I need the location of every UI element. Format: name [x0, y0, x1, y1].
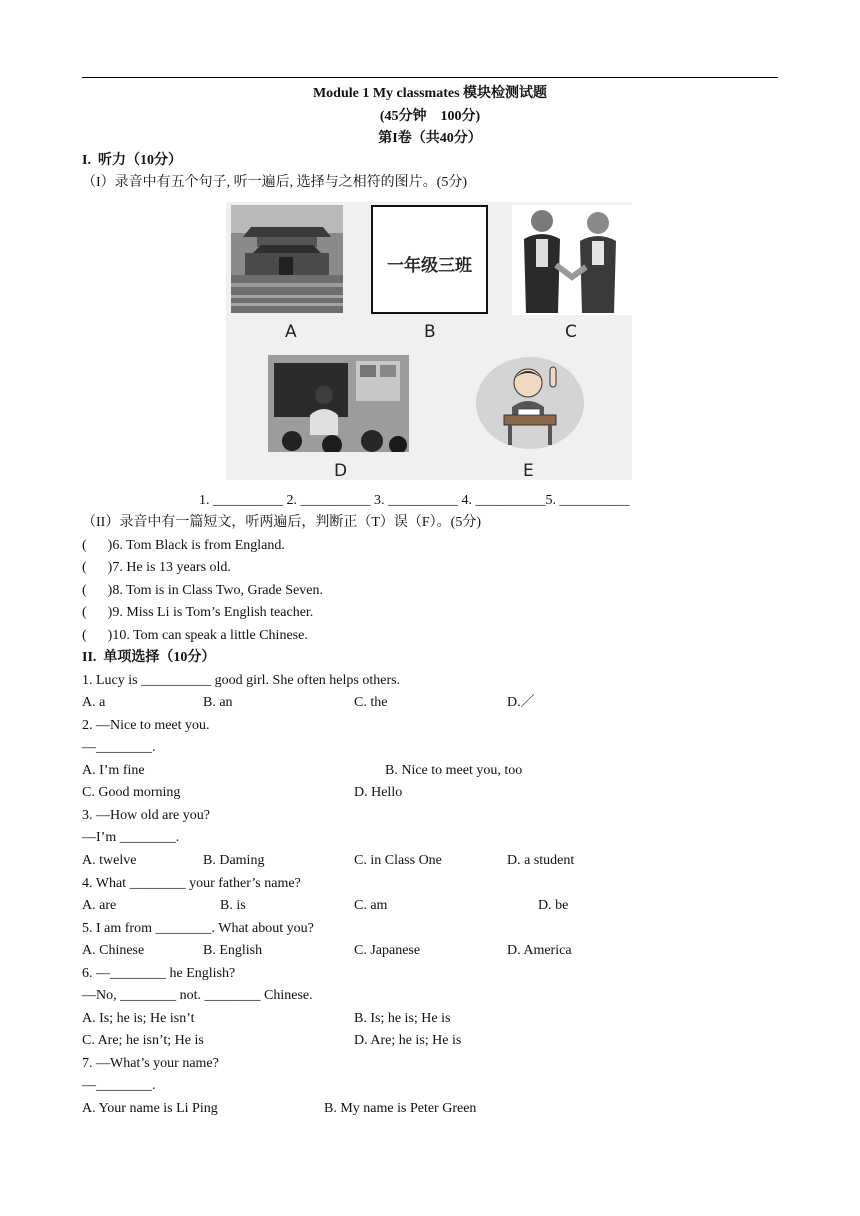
- q6-option-a[interactable]: A. Is; he is; He isn’t: [82, 1011, 195, 1026]
- answer-line[interactable]: 1. __________ 2. __________ 3. __________ 4. __________5. __________: [199, 493, 630, 508]
- q3-option-a[interactable]: A. twelve: [82, 853, 137, 868]
- q3-reply: —I’m ________.: [82, 830, 180, 845]
- handshake-photo: [512, 205, 632, 315]
- q2-option-c[interactable]: C. Good morning: [82, 785, 181, 800]
- caption-a: A: [285, 322, 297, 342]
- q7-option-b[interactable]: B. My name is Peter Green: [324, 1101, 477, 1116]
- q4-stem: 4. What ________ your father’s name?: [82, 876, 301, 891]
- q4-option-d[interactable]: D. be: [538, 898, 569, 913]
- tf-item-7: ( )7. He is 13 years old.: [82, 560, 231, 575]
- q1-option-b[interactable]: B. an: [203, 695, 233, 710]
- caption-b: B: [424, 322, 436, 342]
- q6-option-b[interactable]: B. Is; he is; He is: [354, 1011, 451, 1026]
- q5-option-b[interactable]: B. English: [203, 943, 263, 958]
- q5-stem: 5. I am from ________. What about you?: [82, 921, 314, 936]
- q2-reply: —________.: [82, 740, 156, 755]
- page-title: Module 1 My classmates 模块检测试题: [312, 86, 548, 101]
- q1-option-c[interactable]: C. the: [354, 695, 388, 710]
- q3-option-b[interactable]: B. Daming: [203, 853, 265, 868]
- caption-c: C: [565, 322, 577, 342]
- q6-option-c[interactable]: C. Are; he isn’t; He is: [82, 1033, 204, 1048]
- tf-item-6: ( )6. Tom Black is from England.: [82, 538, 285, 553]
- q7-reply: —________.: [82, 1078, 156, 1093]
- q6-option-d[interactable]: D. Are; he is; He is: [354, 1033, 462, 1048]
- q2-option-d[interactable]: D. Hello: [354, 785, 403, 800]
- q3-option-d[interactable]: D. a student: [507, 853, 575, 868]
- q5-option-d[interactable]: D. America: [507, 943, 572, 958]
- part2-instruction: （II）录音中有一篇短文，听两遍后，判断正（T）误（F）。(5分): [82, 515, 481, 530]
- q5-option-c[interactable]: C. Japanese: [354, 943, 421, 958]
- q7-stem: 7. —What’s your name?: [82, 1056, 219, 1071]
- tf-item-9: ( )9. Miss Li is Tom’s English teacher.: [82, 605, 314, 620]
- q1-option-d[interactable]: D.／: [507, 695, 535, 710]
- section2-heading: II. 单项选择（10分）: [82, 650, 216, 665]
- caption-d: D: [334, 461, 348, 481]
- volume-label: 第I卷（共40分）: [378, 131, 482, 146]
- caption-e: E: [523, 461, 534, 481]
- q4-option-c[interactable]: C. am: [354, 898, 388, 913]
- q7-option-a[interactable]: A. Your name is Li Ping: [82, 1101, 218, 1116]
- q2-option-a[interactable]: A. I’m fine: [82, 763, 145, 778]
- q4-option-a[interactable]: A. are: [82, 898, 117, 913]
- q2-option-b[interactable]: B. Nice to meet you, too: [385, 763, 523, 778]
- header-rule: [82, 77, 778, 78]
- classroom-photo: [268, 355, 409, 452]
- q2-stem: 2. —Nice to meet you.: [82, 718, 210, 733]
- time-score: (45分钟 100分): [379, 109, 481, 124]
- section1-heading: I. 听力（10分）: [82, 153, 182, 168]
- q6-stem: 6. —________ he English?: [82, 966, 236, 981]
- part1-instruction: （I）录音中有五个句子, 听一遍后, 选择与之相符的图片。(5分): [82, 175, 467, 190]
- q5-option-a[interactable]: A. Chinese: [82, 943, 145, 958]
- tiananmen-photo: [231, 205, 343, 313]
- class-sign: [371, 205, 488, 314]
- tf-item-10: ( )10. Tom can speak a little Chinese.: [82, 628, 308, 643]
- boy-at-desk-illustration: [474, 355, 586, 452]
- q1-stem: 1. Lucy is __________ good girl. She often helps others.: [82, 673, 401, 688]
- q4-option-b[interactable]: B. is: [220, 898, 246, 913]
- tf-item-8: ( )8. Tom is in Class Two, Grade Seven.: [82, 583, 323, 598]
- q6-reply: —No, ________ not. ________ Chinese.: [82, 988, 313, 1003]
- q3-option-c[interactable]: C. in Class One: [354, 853, 442, 868]
- q3-stem: 3. —How old are you?: [82, 808, 210, 823]
- q1-option-a[interactable]: A. a: [82, 695, 106, 710]
- class-sign-text: 一年级三班: [387, 256, 472, 276]
